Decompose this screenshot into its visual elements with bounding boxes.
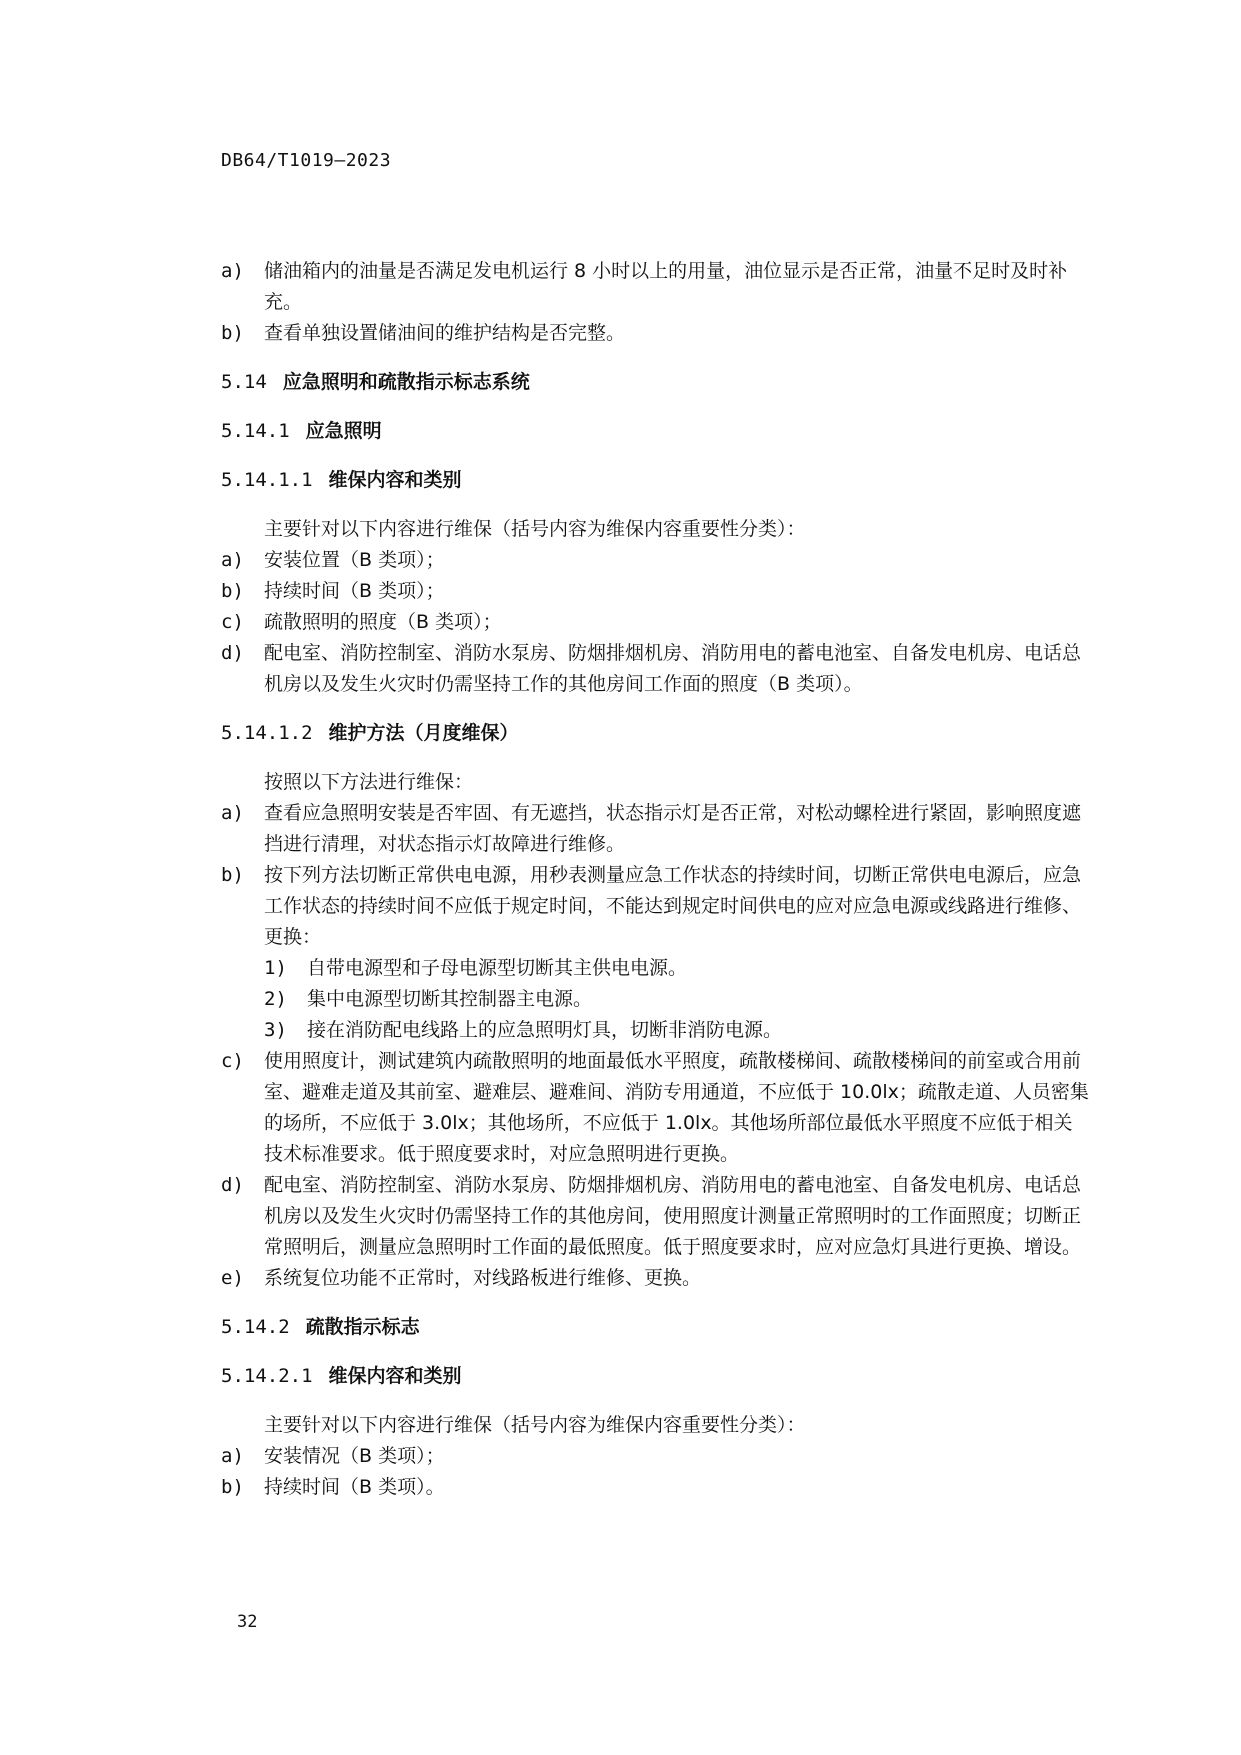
list-text: 配电室、消防控制室、消防水泵房、防烟排烟机房、消防用电的蓄电池室、自备发电机房、电话总机房以及发生火灾时仍需坚持工作的其他房间，使用照度计测量正常照明时的工作面照度；切断正常照明后，测量应急照明时工作面的最低照度。低于照度要求时，应对应急灯具进行更换、增设。 <box>264 1174 1082 1258</box>
list-text: 持续时间（B 类项）。 <box>264 1476 445 1498</box>
list-text: 配电室、消防控制室、消防水泵房、防烟排烟机房、消防用电的蓄电池室、自备发电机房、电话总机房以及发生火灾时仍需坚持工作的其他房间工作面的照度（B 类项）。 <box>264 642 1082 695</box>
section-number: 5.14.1.1 <box>221 469 313 491</box>
section-intro: 主要针对以下内容进行维保（括号内容为维保内容重要性分类）： <box>264 518 806 540</box>
section-title: 维保内容和类别 <box>328 469 462 491</box>
section-title: 维护方法（月度维保） <box>328 722 519 744</box>
list-item <box>221 1441 1091 1472</box>
list-label: a) <box>221 1445 244 1467</box>
section-title: 疏散指示标志 <box>305 1316 420 1338</box>
section-number: 5.14 <box>221 371 267 393</box>
list-label: b) <box>221 322 244 344</box>
list-label: a) <box>221 260 244 282</box>
section-heading-5-14 <box>221 367 1091 398</box>
section-title: 应急照明 <box>305 420 382 442</box>
list-label: d) <box>221 642 244 664</box>
list-label: 1) <box>264 957 287 979</box>
list-item <box>221 798 1091 860</box>
section-intro: 主要针对以下内容进行维保（括号内容为维保内容重要性分类）： <box>264 1414 806 1436</box>
list-text: 系统复位功能不正常时，对线路板进行维修、更换。 <box>264 1267 702 1289</box>
sub-list-item <box>221 953 1091 984</box>
list-text: 使用照度计，测试建筑内疏散照明的地面最低水平照度，疏散楼梯间、疏散楼梯间的前室或合用前室、避难走道及其前室、避难层、避难间、消防专用通道，不应低于 10.0lx；疏散走道、人员密集的场所，不应低于 3.0lx；其他场所，不应低于 1.0lx。其他场所部位最低水平照度不应低于相关技术标准要求。低于照度要求时，对应急照明进行更换。 <box>264 1050 1089 1165</box>
page-content <box>221 256 1091 1503</box>
list-text: 查看单独设置储油间的维护结构是否完整。 <box>264 322 626 344</box>
list-item <box>221 1263 1091 1294</box>
section-number: 5.14.1.2 <box>221 722 313 744</box>
list-text: 持续时间（B 类项）； <box>264 580 445 602</box>
list-label: a) <box>221 549 244 571</box>
list-text: 接在消防配电线路上的应急照明灯具，切断非消防电源。 <box>307 1019 783 1041</box>
page-number: 32 <box>237 1612 258 1632</box>
list-label: b) <box>221 580 244 602</box>
list-label: c) <box>221 611 244 633</box>
list-item <box>221 607 1091 638</box>
list-item <box>221 545 1091 576</box>
list-label: e) <box>221 1267 244 1289</box>
list-item <box>221 576 1091 607</box>
list-label: d) <box>221 1174 244 1196</box>
list-text: 查看应急照明安装是否牢固、有无遮挡，状态指示灯是否正常，对松动螺栓进行紧固，影响照度遮挡进行清理，对状态指示灯故障进行维修。 <box>264 802 1082 855</box>
section-heading-5-14-1 <box>221 416 1091 447</box>
section-number: 5.14.1 <box>221 420 290 442</box>
section-number: 5.14.2.1 <box>221 1365 313 1387</box>
section-heading-5-14-2-1 <box>221 1361 1091 1392</box>
list-item <box>221 256 1091 318</box>
list-item <box>221 1046 1091 1170</box>
list-item <box>221 860 1091 953</box>
section-number: 5.14.2 <box>221 1316 290 1338</box>
list-text: 疏散照明的照度（B 类项）； <box>264 611 502 633</box>
section-heading-5-14-1-1 <box>221 465 1091 496</box>
sub-list-item <box>221 984 1091 1015</box>
list-label: 2) <box>264 988 287 1010</box>
list-item <box>221 638 1091 700</box>
section-heading-5-14-1-2 <box>221 718 1091 749</box>
list-item <box>221 1472 1091 1503</box>
list-text: 自带电源型和子母电源型切断其主供电电源。 <box>307 957 688 979</box>
list-label: 3) <box>264 1019 287 1041</box>
list-label: b) <box>221 1476 244 1498</box>
list-text: 安装位置（B 类项）； <box>264 549 445 571</box>
section-intro: 按照以下方法进行维保： <box>264 771 474 793</box>
section-title: 维保内容和类别 <box>328 1365 462 1387</box>
list-text: 集中电源型切断其控制器主电源。 <box>307 988 593 1010</box>
list-item <box>221 318 1091 349</box>
document-code: DB64/T1019—2023 <box>221 150 392 171</box>
section-title: 应急照明和疏散指示标志系统 <box>282 371 530 393</box>
list-item <box>221 1170 1091 1263</box>
list-text: 安装情况（B 类项）； <box>264 1445 445 1467</box>
section-heading-5-14-2 <box>221 1312 1091 1343</box>
list-text: 储油箱内的油量是否满足发电机运行 8 小时以上的用量，油位显示是否正常，油量不足时及时补充。 <box>264 260 1068 313</box>
list-label: c) <box>221 1050 244 1072</box>
list-text: 按下列方法切断正常供电电源，用秒表测量应急工作状态的持续时间，切断正常供电电源后，应急工作状态的持续时间不应低于规定时间，不能达到规定时间供电的应对应急电源或线路进行维修、更换： <box>264 864 1082 948</box>
sub-list-item <box>221 1015 1091 1046</box>
list-label: b) <box>221 864 244 886</box>
list-label: a) <box>221 802 244 824</box>
